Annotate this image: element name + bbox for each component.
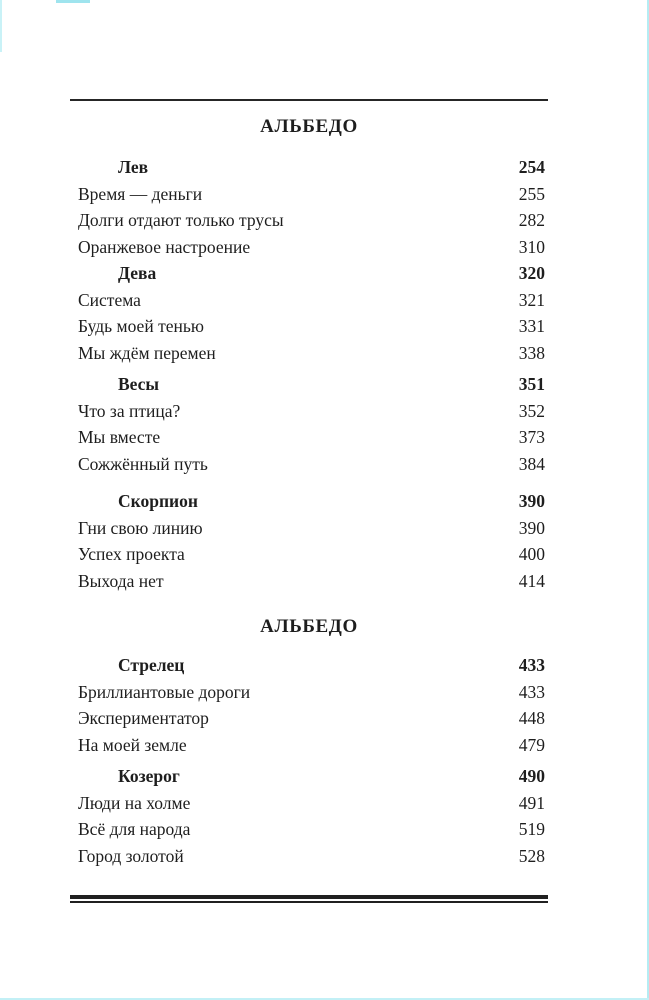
toc-item-row xyxy=(70,398,548,425)
toc-group-page: 320 xyxy=(518,263,545,283)
toc-item-page: 384 xyxy=(518,453,545,474)
toc-group-page: 433 xyxy=(518,655,545,675)
toc-item-row xyxy=(70,705,548,732)
toc-item-row xyxy=(70,287,548,314)
toc-item-row xyxy=(70,790,548,817)
toc-item-page: 519 xyxy=(518,819,545,839)
toc-item-page: 491 xyxy=(518,792,545,813)
toc-item-page: 352 xyxy=(518,400,545,421)
toc-item-title: Время — деньги xyxy=(78,183,203,204)
bottom-rule xyxy=(70,895,548,903)
toc-item-page: 528 xyxy=(518,845,545,866)
toc-item-row xyxy=(70,732,548,759)
toc-item-page: 255 xyxy=(518,183,545,204)
toc-group-page: 390 xyxy=(518,491,545,511)
toc-group-page: 490 xyxy=(518,766,545,786)
toc-group-row xyxy=(70,652,548,679)
toc-group-title: Дева xyxy=(118,263,157,283)
toc-item-row xyxy=(70,313,548,340)
toc-item-title: На моей земле xyxy=(78,734,187,755)
toc-group-row xyxy=(70,488,548,515)
bottom-rule-thick-line xyxy=(70,895,548,899)
toc-group-row xyxy=(70,260,548,287)
toc-item-row xyxy=(70,234,548,261)
toc-item-page: 433 xyxy=(518,681,545,702)
toc-item-title: Бриллиантовые дороги xyxy=(78,681,251,702)
toc-item-page: 310 xyxy=(518,236,545,257)
toc-item-page: 373 xyxy=(518,427,545,447)
toc-item-page: 321 xyxy=(518,289,545,310)
toc-item-page: 479 xyxy=(518,734,545,755)
toc-group-title: Лев xyxy=(118,157,149,177)
toc-item-page: 448 xyxy=(518,708,545,728)
toc-item-row xyxy=(70,568,548,595)
toc-item-page: 414 xyxy=(518,570,545,591)
toc-group-row xyxy=(70,371,548,398)
bottom-rule-thin-line xyxy=(70,901,548,903)
toc-item-title: Мы ждём перемен xyxy=(78,342,216,363)
toc-item-row xyxy=(70,679,548,706)
toc-item-page: 331 xyxy=(518,316,545,336)
toc-group-page: 351 xyxy=(518,374,545,394)
toc-item-row xyxy=(70,541,548,568)
toc-group-title: Козерог xyxy=(118,766,180,786)
toc-item-title: Всё для народа xyxy=(78,819,191,839)
toc-item-page: 390 xyxy=(518,517,545,538)
toc-item-title: Экспериментатор xyxy=(78,708,209,728)
scan-artifact-left xyxy=(0,0,2,52)
toc-group-row xyxy=(70,154,548,181)
toc-item-title: Оранжевое настроение xyxy=(78,236,251,257)
toc-section-heading: АЛЬБЕДО xyxy=(260,616,358,637)
toc-section-heading: АЛЬБЕДО xyxy=(260,116,358,137)
toc-item-row xyxy=(70,843,548,870)
toc-item-title: Гни свою линию xyxy=(78,517,203,538)
toc-item-title: Успех проекта xyxy=(78,544,185,564)
toc-item-title: Долги отдают только трусы xyxy=(78,210,284,230)
toc-item-title: Что за птица? xyxy=(78,400,181,421)
toc-item-row xyxy=(70,181,548,208)
toc-item-row xyxy=(70,340,548,367)
toc-group-title: Скорпион xyxy=(118,491,198,511)
book-page xyxy=(70,0,548,903)
toc-item-row xyxy=(70,207,548,234)
toc-item-page: 338 xyxy=(518,342,545,363)
toc-item-title: Люди на холме xyxy=(78,792,191,813)
toc-group-title: Стрелец xyxy=(118,655,185,675)
toc-item-row xyxy=(70,515,548,542)
toc-item-title: Система xyxy=(78,289,141,310)
top-rule xyxy=(70,99,548,101)
toc-group-title: Весы xyxy=(118,374,160,394)
toc-item-page: 400 xyxy=(518,544,545,564)
toc-item-title: Город золотой xyxy=(78,845,184,866)
toc-item-row xyxy=(70,424,548,451)
toc-item-page: 282 xyxy=(518,210,545,230)
toc-item-title: Выхода нет xyxy=(78,570,164,591)
toc-item-title: Будь моей тенью xyxy=(78,316,204,336)
toc-group-row xyxy=(70,763,548,790)
toc-item-row xyxy=(70,451,548,478)
toc-item-title: Сожжённый путь xyxy=(78,453,208,474)
toc-group-page: 254 xyxy=(518,157,545,177)
toc-item-row xyxy=(70,816,548,843)
toc-item-title: Мы вместе xyxy=(78,427,161,447)
